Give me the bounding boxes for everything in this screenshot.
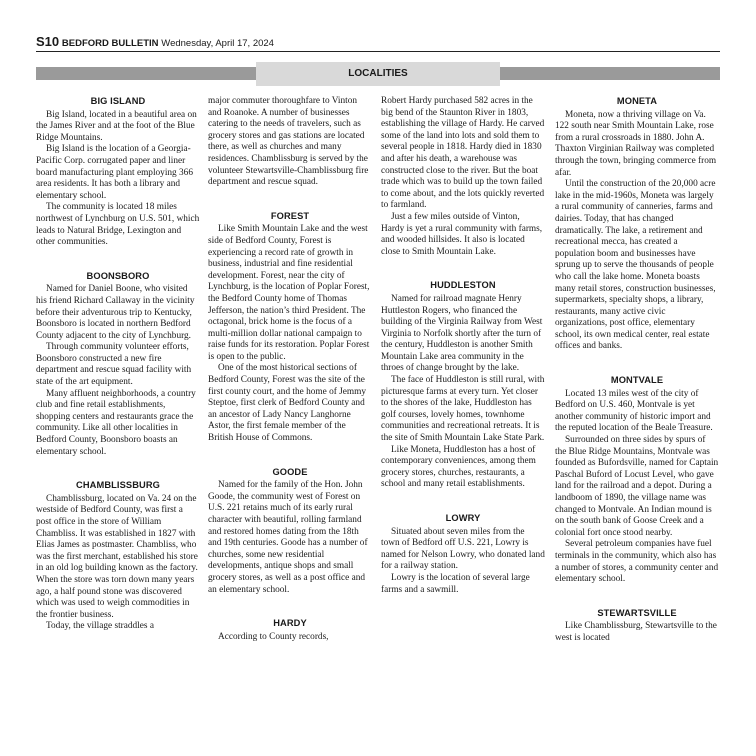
article-paragraph: Like Chamblissburg, Stewartsville to the west is located <box>555 621 717 643</box>
article-paragraph: Several petroleum companies have fuel terminals in the community, which also has a number of stores, a community center and elementary school. <box>555 539 719 585</box>
article-paragraph: Today, the village straddles a <box>46 621 154 632</box>
page-number: S10 <box>36 34 60 49</box>
article-paragraph: Like Smith Mountain Lake and the west side of Bedford County, Forest is experiencing a record rate of growth in business, industrial and fine residential development. Forest, near the city of Lynchburg, is the location of Poplar Forest, the Bedford County home of Thomas Jefferson, the nation’s third President. The octagonal, brick home is the focus of a multi-million dollar national campaign to raise funds for its restoration. Poplar Forest is open to the public. <box>208 224 370 362</box>
article-paragraph: Like Moneta, Huddleston has a host of contemporary conveniences, among them grocery stores, churches, restaurants, a school and many retail establishments. <box>381 444 536 490</box>
article-paragraph: Through community volunteer efforts, Boonsboro constructed a new fire department and rescue squad facility with state of the art equipment. <box>36 342 192 388</box>
article-paragraph: Surrounded on three sides by spurs of the Blue Ridge Mountains, Montvale was founded as Bufordsville, named for Captain Paschal Buford of Locust Level, who gave land for the railroad and a depot. During a landboom of 1890, the village name was changed to Montvale. An Indian mound is on the south bank of Goose Creek and a colonial fort once stood nearby. <box>555 435 719 538</box>
article-paragraph: Just a few miles outside of Vinton, Hardy is yet a rural community with farms, and wooded hillsides. It also is located close to Smith Mountain Lake. <box>381 211 543 257</box>
article-paragraph: Located 13 miles west of the city of Bedford on U.S. 460, Montvale is yet another community of historic import and the reputed location of the Beale Treasure. <box>555 388 713 434</box>
locality-heading: HARDY <box>273 618 307 629</box>
article-paragraph: Situated about seven miles from the town of Bedford off U.S. 221, Lowry is named for Nelson Lowry, who donated land for a railway station. <box>381 526 545 572</box>
article-paragraph: Named for Daniel Boone, who visited his friend Richard Callaway in the vicinity before their adventurous trip to Kentucky, Boonsboro is located in northern Bedford County adjacent to the city of Lynchburg. <box>36 284 195 341</box>
article-paragraph: Big Island is the location of a Georgia-Pacific Corp. corrugated paper and liner board manufacturing plant employing 366 area residents. It has both a library and elementary school. <box>36 144 193 201</box>
locality-heading: STEWARTSVILLE <box>597 607 677 618</box>
header-rule <box>36 51 720 52</box>
article-column-1 <box>36 96 200 756</box>
section-title: LOCALITIES <box>256 62 500 86</box>
article-paragraph: Named for the family of the Hon. John Goode, the community west of Forest on U.S. 221 retains much of its early rural character with beautiful, rolling farmland and restored homes dating from the 18th and 19th centuries. Goode has a number of churches, some new residential developments, antique shops and small grocery stores, as well as a post office and an elementary school. <box>208 480 368 595</box>
locality-heading: HUDDLESTON <box>430 280 496 291</box>
article-paragraph: Until the construction of the 20,000 acre lake in the mid-1960s, Moneta was largely a rural community of canneries, farms and dairies. Today, that has changed dramatically. The lake, a retirement and recreational mecca, has created a population boom and businesses have sprung up to serve the thousands of people who call the lake home. Moneta boasts many retail stores, construction businesses, supermarkets, specialty shops, a library, restaurants, many active civic organizations, post office, elementary school, its own medical center, real estate offices and banks. <box>555 179 716 352</box>
article-paragraph: Lowry is the location of several large farms and a sawmill. <box>381 572 530 595</box>
issue-date: Wednesday, April 17, 2024 <box>161 38 274 49</box>
article-paragraph: major commuter thoroughfare to Vinton and Roanoke. A number of businesses catering to the needs of travelers, such as grocery stores and gas stations are located there, as well as churches and many residences. Chamblissburg is served by the volunteer Stewartsville-Chamblissburg fire department and rescue squad. <box>208 96 369 188</box>
article-paragraph: Big Island, located in a beautiful area on the James River and at the foot of the Blue Ridge Mountains. <box>36 109 197 143</box>
article-paragraph: Robert Hardy purchased 582 acres in the big bend of the Staunton River in 1803, establishing the village of Hardy. He carved some of the land into lots and sold them to several people in 1818. Hardy died in 1830 and after his death, a warehouse was constructed close to the river. But the boat trade which was to build up the town failed to come about, and the lots quickly reverted to farmland. <box>381 96 545 211</box>
article-paragraph: Many affluent neighborhoods, a country club and fine retail establishments, shopping centers and restaurants grace the community. Like all other localities in Bedford County, Boonsboro boasts an elementary school. <box>36 388 196 457</box>
locality-heading: BOONSBORO <box>86 270 150 281</box>
locality-heading: MONTVALE <box>610 375 664 386</box>
article-column-4 <box>555 96 719 756</box>
locality-heading: FOREST <box>270 210 310 221</box>
article-column-2 <box>208 96 372 756</box>
article-paragraph: The community is located 18 miles northwest of Lynchburg on U.S. 501, which leads to Natural Bridge, Lexington and other communities. <box>36 202 200 248</box>
page-header <box>36 34 720 52</box>
locality-heading: GOODE <box>272 466 308 477</box>
article-paragraph: According to County records, <box>218 631 329 642</box>
article-paragraph: One of the most historical sections of Bedford County, Forest was the site of the first county court, and the home of Jemmy Steptoe, first clerk of Bedford County and an ancestor of Lady Nancy Langhorne Astor, the first female member of the British House of Commons. <box>208 363 367 444</box>
locality-heading: MONETA <box>616 96 658 106</box>
article-paragraph: Moneta, now a thriving village on Va. 122 south near Smith Mountain Lake, rose from a rural crossroads in 1880. John A. Thaxton Virginian Railway was completed through the town, bringing commerce from afar. <box>555 109 717 178</box>
locality-heading: LOWRY <box>445 513 481 523</box>
locality-heading: BIG ISLAND <box>90 96 146 106</box>
locality-heading: CHAMBLISSBURG <box>76 480 160 491</box>
article-paragraph: The face of Huddleston is still rural, with picturesque farms at every turn. Yet closer to the shores of the lake, Huddleston has golf courses, lovely homes, townhome communities and recreational retreats. It is the site of Smith Mountain Lake State Park. <box>381 375 545 444</box>
publication-name: BEDFORD BULLETIN <box>61 38 159 49</box>
article-paragraph: Chamblissburg, located on Va. 24 on the westside of Bedford County, was first a post office in the store of William Chambliss. It was established in 1827 with Elias James as postmaster. Chambliss, who was the first merchant, established his store in an old log building known as the factory. When the store was torn down many years ago, a half pound stone was discovered which was used to weigh commodities in the frontier business. <box>36 493 198 620</box>
article-paragraph: Named for railroad magnate Henry Huttleston Rogers, who financed the building of the Virginia Railway from West Virginia to Norfolk shortly after the turn of the century, Huddleston is another Smith Mountain Lake area community in the throes of change brought by the lake. <box>381 293 543 374</box>
article-column-3 <box>381 96 545 756</box>
